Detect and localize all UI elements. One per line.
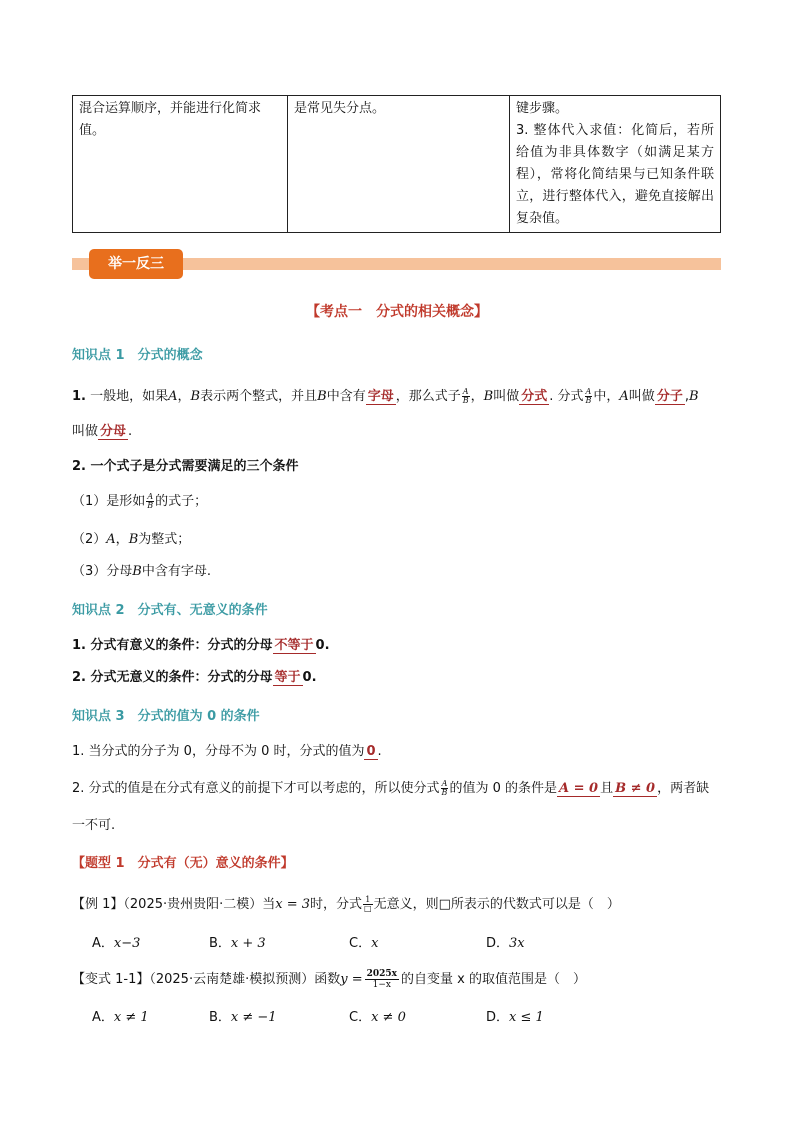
variation-1-1-option-d: D．x ≤ 1 bbox=[486, 1010, 544, 1025]
blank-answer: 分母 bbox=[100, 424, 127, 439]
text: ， bbox=[470, 389, 484, 404]
var-b: B bbox=[190, 389, 201, 404]
knowledge-point-1-title: 知识点 1 分式的概念 bbox=[72, 348, 203, 363]
var-b: B bbox=[317, 389, 327, 404]
kp2-line-2 bbox=[72, 666, 317, 685]
text: 0. bbox=[302, 670, 317, 685]
blank-answer: B ≠ 0 bbox=[615, 781, 656, 796]
text: 【例 1】（2025·贵州贵阳·二模）当 bbox=[72, 897, 276, 912]
kp1-cond-2 bbox=[72, 528, 190, 547]
text: 中， bbox=[593, 389, 620, 404]
text: 【变式 1-1】（2025·云南楚雄·模拟预测）函数 bbox=[72, 972, 341, 987]
text: 中含有 bbox=[326, 389, 366, 404]
fraction-a-over-b: $\frac{A}{B}$ bbox=[585, 387, 592, 405]
text: , bbox=[684, 389, 689, 404]
text: 的值为 0 的条件是 bbox=[449, 781, 557, 796]
table-cell bbox=[510, 96, 721, 233]
text: 2. 分式的值是在分式有意义的前提下才可以考虑的，所以使分式 bbox=[72, 781, 440, 796]
text: 1. 分式有意义的条件：分式的分母 bbox=[72, 638, 273, 653]
blank-answer: 0 bbox=[366, 744, 376, 759]
text: 中含有字母. bbox=[141, 564, 211, 579]
blank-answer: 分子 bbox=[656, 389, 683, 404]
kp2-line-1 bbox=[72, 634, 330, 653]
text: ， bbox=[115, 532, 129, 547]
kp1-line-1 bbox=[72, 385, 699, 405]
text: （2） bbox=[72, 532, 107, 547]
fraction-a-over-b: $\frac{A}{B}$ bbox=[147, 492, 154, 510]
variation-1-1-option-a: A．x ≠ 1 bbox=[92, 1010, 149, 1025]
kp3-line-2b: 一不可. bbox=[72, 818, 116, 833]
text: 时，分式 bbox=[310, 897, 363, 912]
blank-answer: 等于 bbox=[274, 670, 301, 685]
math-expr: y = bbox=[340, 972, 363, 987]
text: 且 bbox=[600, 781, 614, 796]
text: 叫做 bbox=[493, 389, 520, 404]
text: . bbox=[377, 744, 382, 759]
var-b: B bbox=[132, 564, 142, 579]
example-1-option-d: D．3x bbox=[486, 936, 525, 951]
question-type-title: 【题型 1 分式有（无）意义的条件】 bbox=[72, 856, 294, 871]
fraction: $\frac{2025x}{1-x}$ bbox=[366, 969, 398, 990]
section-title: 【考点一 分式的相关概念】 bbox=[306, 304, 488, 320]
var-a: A bbox=[106, 532, 116, 547]
var-b: B bbox=[483, 389, 494, 404]
table-row bbox=[73, 96, 721, 233]
text: （3）分母 bbox=[72, 564, 133, 579]
text: 为整式； bbox=[138, 532, 191, 547]
kp1-line-1b bbox=[72, 420, 132, 439]
example-1-option-b: B．x + 3 bbox=[209, 936, 266, 951]
text: 2. 分式无意义的条件：分式的分母 bbox=[72, 670, 273, 685]
fraction: $\frac{1}{□}$ bbox=[364, 895, 372, 913]
text: 0. bbox=[315, 638, 330, 653]
variation-1-1-question bbox=[72, 968, 586, 990]
fraction-a-over-b: $\frac{A}{B}$ bbox=[441, 779, 448, 797]
example-1-option-a: A．x−3 bbox=[92, 936, 141, 951]
blank-answer: 字母 bbox=[367, 389, 394, 404]
text: （1）是形如 bbox=[72, 494, 146, 509]
text: . 分式 bbox=[549, 389, 584, 404]
section-badge: 举一反三 bbox=[89, 249, 183, 279]
blank-answer: A = 0 bbox=[558, 781, 599, 796]
variation-1-1-option-c: C．x ≠ 0 bbox=[349, 1010, 406, 1025]
cell-line: 3. 整体代入求值：化简后，若所给值为非具体数字（如满足某方程），常将化简结果与已知条件联立，进行整体代入，避免直接解出复杂值。 bbox=[516, 123, 714, 226]
blank-answer: 不等于 bbox=[274, 638, 314, 653]
summary-table bbox=[72, 95, 721, 233]
var-b: B bbox=[688, 389, 699, 404]
cell-line: 键步骤。 bbox=[516, 101, 569, 116]
text: . bbox=[128, 424, 133, 439]
text: 无意义，则□所表示的代数式可以是（ ） bbox=[373, 897, 620, 912]
blank-answer: 分式 bbox=[521, 389, 548, 404]
text: 1. 当分式的分子为 0，分母不为 0 时，分式的值为 bbox=[72, 744, 365, 759]
kp1-line-2: 2. 一个式子是分式需要满足的三个条件 bbox=[72, 459, 299, 474]
text: 叫做 bbox=[72, 424, 99, 439]
text: 叫做 bbox=[628, 389, 655, 404]
knowledge-point-2-title: 知识点 2 分式有、无意义的条件 bbox=[72, 603, 268, 618]
item-number: 1. bbox=[72, 389, 86, 404]
kp1-cond-1 bbox=[72, 490, 207, 510]
text: ， bbox=[177, 389, 191, 404]
kp3-line-2 bbox=[72, 777, 709, 797]
var-b: B bbox=[128, 532, 139, 547]
knowledge-point-3-title: 知识点 3 分式的值为 0 的条件 bbox=[72, 709, 260, 724]
math-expr: x = 3 bbox=[275, 897, 311, 912]
kp1-cond-3 bbox=[72, 560, 211, 579]
kp3-line-1 bbox=[72, 740, 382, 759]
text: 的自变量 x 的取值范围是（ ） bbox=[401, 972, 586, 987]
fraction-a-over-b: $\frac{A}{B}$ bbox=[462, 387, 469, 405]
text: 表示两个整式，并且 bbox=[200, 389, 318, 404]
example-1-question bbox=[72, 893, 620, 913]
example-1-option-c: C．x bbox=[349, 936, 379, 951]
text: 的式子； bbox=[155, 494, 208, 509]
variation-1-1-option-b: B．x ≠ −1 bbox=[209, 1010, 277, 1025]
text: ，两者缺 bbox=[657, 781, 710, 796]
table-cell: 是常见失分点。 bbox=[288, 96, 510, 233]
var-a: A bbox=[619, 389, 629, 404]
text: 一般地，如果 bbox=[90, 389, 169, 404]
text: ，那么式子 bbox=[395, 389, 461, 404]
table-cell: 混合运算顺序，并能进行化简求值。 bbox=[73, 96, 288, 233]
var-a: A bbox=[168, 389, 178, 404]
